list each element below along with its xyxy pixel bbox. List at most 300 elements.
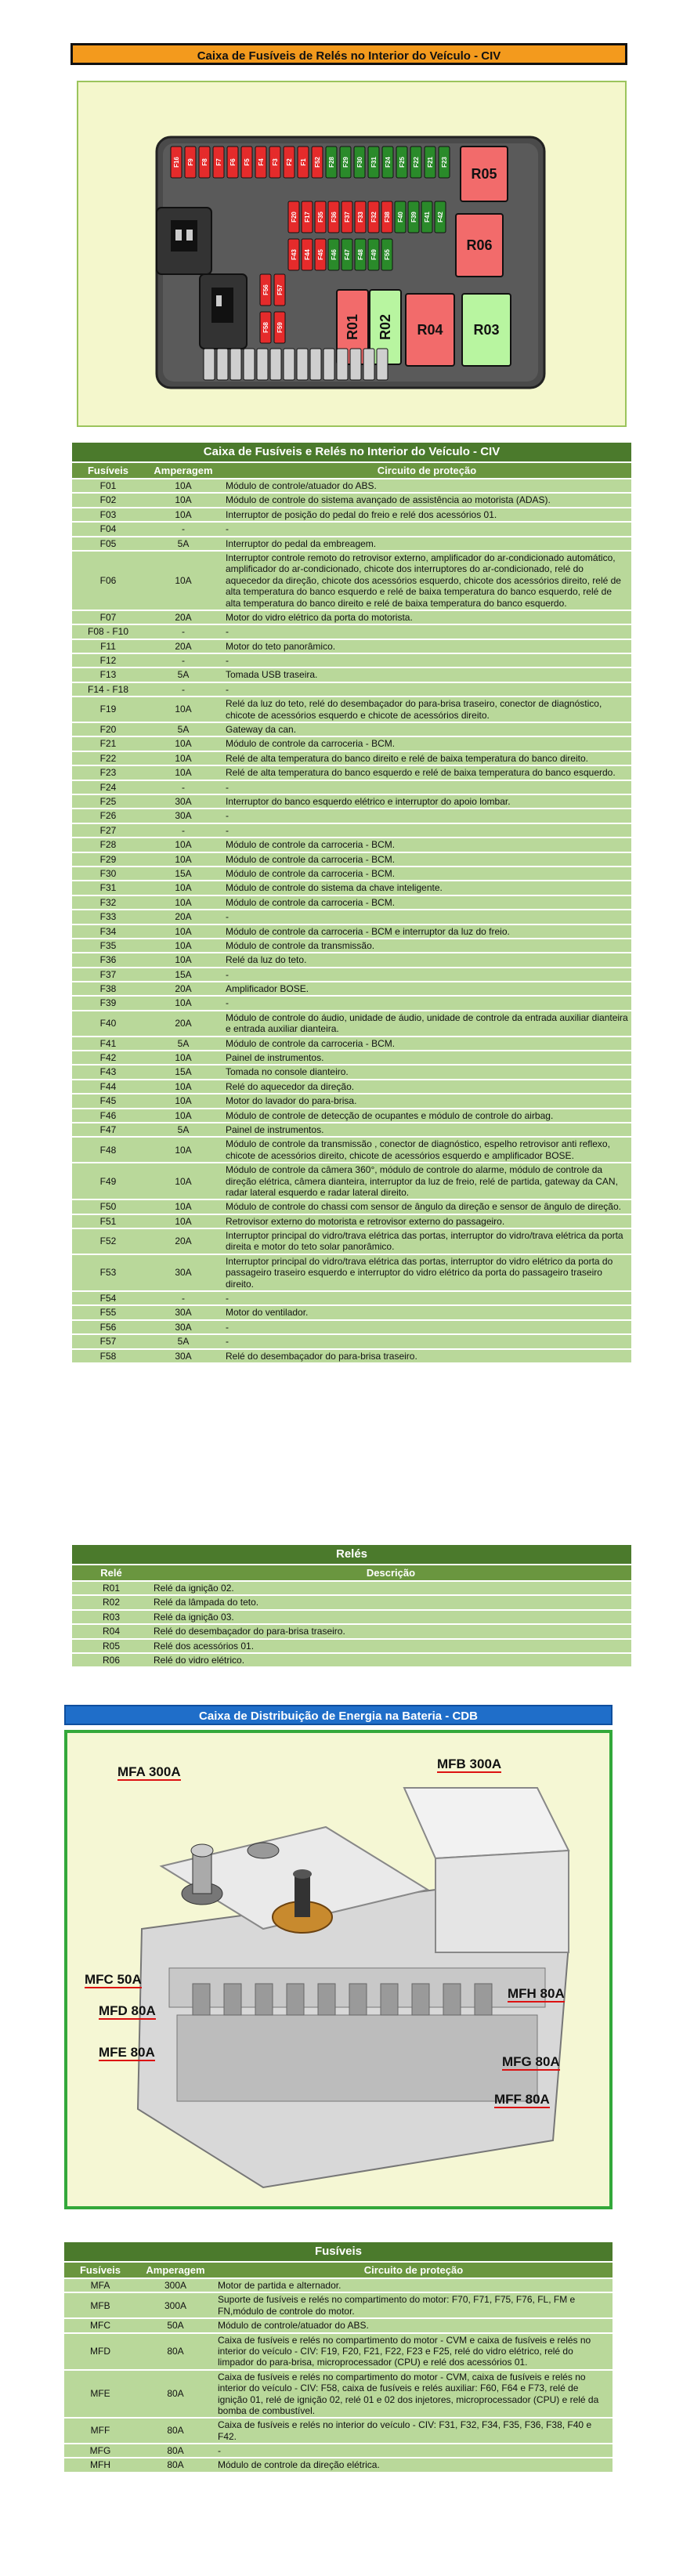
relay-table-title: Relés [72, 1545, 631, 1564]
table-cell: 20A [144, 640, 222, 653]
table-cell: Relé de alta temperatura do banco esquerdo e relé de baixa temperatura do banco esquerdo. [222, 766, 631, 779]
table-row [72, 523, 631, 535]
fuse [323, 349, 334, 380]
table-cell: Módulo de controle do sistema da chave inteligente. [222, 881, 631, 894]
table-cell: Módulo de controle do áudio, unidade de áudio, unidade de controle da entrada auxiliar dianteira e entrada auxiliar dianteira. [222, 1011, 631, 1036]
table-cell: F26 [72, 809, 144, 822]
table-cell: F53 [72, 1255, 144, 1290]
fuse-label: F6 [229, 158, 237, 166]
table-row [72, 997, 631, 1009]
table-cell: - [222, 625, 631, 638]
table-cell: - [222, 654, 631, 667]
fuse-label: F5 [244, 158, 251, 166]
cdb-fuse-table [64, 2242, 613, 2473]
table-cell: 5A [144, 723, 222, 736]
table-row [72, 1123, 631, 1136]
table-cell: MFC [64, 2319, 136, 2332]
table-cell: F49 [72, 1163, 144, 1199]
table-cell: Motor de partida e alternador. [215, 2279, 613, 2292]
fuse [284, 349, 295, 380]
table-cell: R03 [72, 1611, 150, 1623]
col-header-fuses: Fusíveis [72, 463, 144, 478]
table-row [64, 2319, 613, 2332]
relay-label: R06 [466, 237, 493, 253]
fuse-label: F37 [344, 212, 351, 223]
table-row [72, 683, 631, 696]
table-cell: 10A [144, 925, 222, 938]
fuse-label: F52 [314, 157, 321, 168]
table-cell: 15A [144, 1065, 222, 1078]
fuse [310, 349, 321, 380]
table-cell: F02 [72, 494, 144, 506]
table-row [72, 982, 631, 995]
table-cell: F58 [72, 1350, 144, 1362]
table-cell: 10A [144, 1080, 222, 1093]
table-cell: Módulo de controle da transmissão , conector de diagnóstico, espelho retrovisor anti reflexo, chicote de acessórios direito, chicote de acessórios esquerdo e amplificador BOSE. [222, 1138, 631, 1162]
table-row [72, 1011, 631, 1036]
fuse-label: F59 [276, 322, 284, 333]
table-row [72, 1215, 631, 1228]
fuse-label: F23 [441, 157, 448, 168]
table-cell: Módulo de controle do sistema avançado de assistência ao motorista (ADAS). [222, 494, 631, 506]
table-row [72, 537, 631, 550]
label-mfa: MFA 300A [117, 1764, 181, 1779]
table-cell: Interruptor do pedal da embreagem. [222, 537, 631, 550]
fuse-label: F7 [215, 158, 222, 166]
table-cell: F57 [72, 1335, 144, 1348]
table-cell: F08 - F10 [72, 625, 144, 638]
table-cell: MFH [64, 2458, 136, 2471]
table-cell: 10A [144, 494, 222, 506]
table-row [72, 853, 631, 866]
col-header-description: Descrição [150, 1565, 631, 1580]
col-header-circuit: Circuito de proteção [215, 2263, 613, 2278]
table-row [72, 640, 631, 653]
table-cell: Módulo de controle do chassi com sensor de ângulo da direção e sensor de ângulo de direção. [222, 1200, 631, 1213]
fuse-label: F49 [370, 249, 378, 260]
table-cell: 15A [144, 968, 222, 981]
table-cell: 30A [144, 1306, 222, 1319]
table-cell: F34 [72, 925, 144, 938]
table-cell: Módulo de controle da direção elétrica. [215, 2458, 613, 2471]
fuse-label: F1 [300, 158, 307, 166]
table-cell: - [222, 824, 631, 837]
fuse-label: F9 [187, 158, 194, 166]
table-row [72, 1200, 631, 1213]
table-cell: Gateway da can. [222, 723, 631, 736]
fuse-label: F32 [370, 212, 378, 223]
table-cell: R05 [72, 1640, 150, 1652]
table-row [72, 1321, 631, 1333]
table-cell: F29 [72, 853, 144, 866]
fuse-label: F21 [427, 157, 434, 168]
table-cell: - [222, 523, 631, 535]
table-cell: Módulo de controle da carroceria - BCM. [222, 838, 631, 851]
table-row [64, 2458, 613, 2471]
table-cell: 10A [144, 953, 222, 966]
fuse-label: F41 [424, 212, 431, 223]
fuse-label: F17 [304, 212, 311, 223]
table-cell: Relé do aquecedor da direção. [222, 1080, 631, 1093]
table-row [72, 766, 631, 779]
fuse [270, 349, 281, 380]
table-cell: Retrovisor externo do motorista e retrovisor externo do passageiro. [222, 1215, 631, 1228]
fuse [363, 349, 374, 380]
table-row [64, 2279, 613, 2292]
relay-label: R02 [378, 313, 393, 341]
table-cell: - [144, 781, 222, 794]
fuse-label: F24 [385, 157, 392, 168]
table-row [72, 723, 631, 736]
table-cell: Tomada USB traseira. [222, 668, 631, 681]
table-cell: F07 [72, 611, 144, 624]
table-row [64, 2371, 613, 2418]
fuse-label: F48 [357, 249, 364, 260]
table-cell: - [215, 2444, 613, 2457]
fuse-box-diagram [78, 82, 625, 425]
table-row [72, 867, 631, 880]
fuse-label: F3 [272, 158, 279, 166]
table-cell: MFD [64, 2334, 136, 2369]
table-cell: F52 [72, 1229, 144, 1254]
table-row [72, 953, 631, 966]
table-cell: F35 [72, 939, 144, 952]
table-row [72, 1080, 631, 1093]
table-cell: MFG [64, 2444, 136, 2457]
col-header-circuit: Circuito de proteção [222, 463, 631, 478]
table-row [72, 881, 631, 894]
table-cell: 15A [144, 867, 222, 880]
table-cell: 10A [144, 939, 222, 952]
table-cell: 30A [144, 1321, 222, 1333]
label-mfe: MFE 80A [99, 2045, 155, 2060]
table-cell: 5A [144, 1037, 222, 1050]
table-cell: 10A [144, 997, 222, 1009]
table-cell: 10A [144, 1094, 222, 1107]
table-cell: - [144, 654, 222, 667]
table-row [72, 1051, 631, 1064]
table-cell: 10A [144, 766, 222, 779]
table-cell: Caixa de fusíveis e relés no compartimento do motor - CVM e caixa de fusíveis e relés no interior do veículo - CIV: F19, F20, F21, F22, F23 e F25, relé do vidro elétrico, relé do limpador do para-brisa, microprocessador (CPU) e relé dos acessórios 01. [215, 2334, 613, 2369]
table-cell: 20A [144, 910, 222, 923]
table-cell: Módulo de controle da carroceria - BCM. [222, 1037, 631, 1050]
table-row [64, 2419, 613, 2443]
fuse-label: F16 [173, 157, 180, 168]
table-cell: Motor do teto panorâmico. [222, 640, 631, 653]
table-cell: F04 [72, 523, 144, 535]
table-cell: 10A [144, 881, 222, 894]
fuse-label: F25 [399, 157, 406, 168]
fuse [204, 349, 215, 380]
table-cell: Relé da luz do teto. [222, 953, 631, 966]
table-row [72, 752, 631, 765]
table-cell: F31 [72, 881, 144, 894]
table-row [72, 824, 631, 837]
fuse-label: F28 [328, 157, 335, 168]
table-cell: 10A [144, 838, 222, 851]
table-cell: 10A [144, 1200, 222, 1213]
table-row [72, 896, 631, 909]
table-cell: 10A [144, 896, 222, 909]
table-cell: F20 [72, 723, 144, 736]
table-row [64, 2293, 613, 2317]
table-cell: Tomada no console dianteiro. [222, 1065, 631, 1078]
fuse-label: F29 [342, 157, 349, 168]
table-cell: Relé do vidro elétrico. [150, 1654, 631, 1666]
relay-label: R05 [471, 166, 497, 182]
table-cell: MFF [64, 2419, 136, 2443]
fuse [244, 349, 255, 380]
table-cell: 20A [144, 982, 222, 995]
table-cell: Módulo de controle da carroceria - BCM. [222, 853, 631, 866]
table-cell: - [222, 910, 631, 923]
table-cell: Interruptor controle remoto do retrovisor externo, amplificador do ar-condicionado automático, amplificador do ar-condicionado, chicote dos interruptores do ar-condicionado, relé do aquecedor da direção, chicote dos acessórios esquerdo, chicote dos acessórios direito, relé de alta temperatura do banco esquerdo e relé de baixa temperatura do banco esquerdo, relé de alta temperatura do banco direito e relé de baixa temperatura do banco esquerdo. [222, 552, 631, 610]
table-row [64, 2444, 613, 2457]
fuse-label: F38 [384, 212, 391, 223]
table-cell: 30A [144, 795, 222, 808]
fuse-label: F45 [317, 249, 324, 260]
table-cell: 80A [136, 2419, 215, 2443]
table-cell: F55 [72, 1306, 144, 1319]
table-cell: 10A [144, 1109, 222, 1122]
table-cell: F56 [72, 1321, 144, 1333]
table-cell: 10A [144, 552, 222, 610]
table-row [72, 1306, 631, 1319]
fuse-label: F39 [410, 212, 417, 223]
table-cell: R01 [72, 1582, 150, 1594]
table-cell: 10A [144, 1138, 222, 1162]
table-cell: - [222, 1292, 631, 1304]
table-row [72, 697, 631, 722]
table-cell: Amplificador BOSE. [222, 982, 631, 995]
table-cell: F42 [72, 1051, 144, 1064]
relay-label: R03 [473, 322, 500, 338]
table-cell: Relé da ignição 02. [150, 1582, 631, 1594]
table-row [72, 809, 631, 822]
table-cell: F44 [72, 1080, 144, 1093]
fuse-label: F58 [262, 322, 269, 333]
fuse-label: F42 [437, 212, 444, 223]
table-cell: 5A [144, 668, 222, 681]
table-cell: F45 [72, 1094, 144, 1107]
fuse [337, 349, 348, 380]
fuse-label: F47 [344, 249, 351, 260]
table-row [72, 925, 631, 938]
table-row [72, 1229, 631, 1254]
table-cell: Motor do ventilador. [222, 1306, 631, 1319]
fuse-label: F20 [291, 212, 298, 223]
table-row [72, 781, 631, 794]
table-row [64, 2334, 613, 2369]
fuse [297, 349, 308, 380]
relay-label: R01 [345, 313, 360, 341]
fuse-label: F30 [356, 157, 363, 168]
table-cell: MFB [64, 2293, 136, 2317]
fuse [230, 349, 241, 380]
fuse-label: F4 [258, 158, 265, 166]
table-cell: 5A [144, 1335, 222, 1348]
table-cell: Módulo de controle da câmera 360°, módulo de controle do alarme, módulo de controle da direção elétrica, câmera dianteira, interruptor da luz de freio, relé de partida, gateway da CAN, radar lateral esquerdo e radar lateral direito. [222, 1163, 631, 1199]
table-cell: Caixa de fusíveis e relés no interior do veículo - CIV: F31, F32, F34, F35, F36, F38, F40 e F42. [215, 2419, 613, 2443]
table-cell: F11 [72, 640, 144, 653]
table-cell: Módulo de controle da carroceria - BCM. [222, 896, 631, 909]
table-cell: Relé do desembaçador do para-brisa traseiro. [222, 1350, 631, 1362]
table-row [72, 1596, 631, 1608]
table-cell: F12 [72, 654, 144, 667]
table-row [72, 1037, 631, 1050]
fuse-label: F46 [331, 249, 338, 260]
table-row [72, 968, 631, 981]
label-mff: MFF 80A [494, 2092, 550, 2107]
civ-title: Caixa de Fusíveis de Relés no Interior do Veículo - CIV [70, 43, 627, 65]
fuse-label: F35 [317, 212, 324, 223]
table-row [72, 1640, 631, 1652]
table-cell: 10A [144, 737, 222, 750]
table-cell: Relé do desembaçador do para-brisa traseiro. [150, 1625, 631, 1637]
table-cell: 30A [144, 1350, 222, 1362]
relay-table [72, 1545, 631, 1668]
table-cell: MFE [64, 2371, 136, 2418]
table-cell: - [144, 683, 222, 696]
table-row [72, 1109, 631, 1122]
table-cell: F36 [72, 953, 144, 966]
table-row [72, 1255, 631, 1290]
table-cell: 300A [136, 2293, 215, 2317]
label-mfd: MFD 80A [99, 2003, 156, 2018]
table-cell: F41 [72, 1037, 144, 1050]
table-cell: - [222, 809, 631, 822]
table-row [72, 910, 631, 923]
table-cell: Suporte de fusíveis e relés no compartimento do motor: F70, F71, F75, F76, FL, FM e FN,módulo de controle do motor. [215, 2293, 613, 2317]
table-cell: Interruptor principal do vidro/trava elétrica das portas, interruptor do vidro elétrico da porta do passageiro traseiro esquerdo e interruptor do vidro elétrico da porta do passageiro traseiro direito. [222, 1255, 631, 1290]
table-row [72, 625, 631, 638]
table-row [72, 508, 631, 521]
table-cell: Relé de alta temperatura do banco direito e relé de baixa temperatura do banco direito. [222, 752, 631, 765]
table-cell: F28 [72, 838, 144, 851]
table-cell: - [222, 1321, 631, 1333]
table-cell: F40 [72, 1011, 144, 1036]
table-cell: Relé da ignição 03. [150, 1611, 631, 1623]
fuse-label: F40 [397, 212, 404, 223]
table-cell: Interruptor principal do vidro/trava elétrica das portas, interruptor do vidro/trava elétrica da porta direita e motor do teto solar panorâmico. [222, 1229, 631, 1254]
table-cell: Relé dos acessórios 01. [150, 1640, 631, 1652]
table-cell: MFA [64, 2279, 136, 2292]
fuse-label: F2 [286, 158, 293, 166]
table-row [72, 795, 631, 808]
table-cell: F46 [72, 1109, 144, 1122]
fuse-label: F8 [201, 158, 208, 166]
table-cell: 10A [144, 1163, 222, 1199]
table-row [72, 611, 631, 624]
table-cell: - [222, 683, 631, 696]
table-cell: F37 [72, 968, 144, 981]
table-cell: F30 [72, 867, 144, 880]
col-header-amperage: Amperagem [144, 463, 222, 478]
table-row [72, 552, 631, 610]
table-cell: F33 [72, 910, 144, 923]
table-cell: Painel de instrumentos. [222, 1051, 631, 1064]
table-cell: Motor do vidro elétrico da porta do motorista. [222, 611, 631, 624]
table-cell: - [222, 968, 631, 981]
table-row [72, 494, 631, 506]
fuse-label: F55 [384, 249, 391, 260]
table-cell: Painel de instrumentos. [222, 1123, 631, 1136]
table-cell: F14 - F18 [72, 683, 144, 696]
table-cell: F22 [72, 752, 144, 765]
table-row [72, 1350, 631, 1362]
label-mfh: MFH 80A [508, 1986, 565, 2001]
table-row [72, 1611, 631, 1623]
table-row [72, 1138, 631, 1162]
table-cell: 10A [144, 479, 222, 492]
cdb-diagram-panel [64, 1730, 613, 2209]
table-cell: Módulo de controle/atuador do ABS. [215, 2319, 613, 2332]
table-cell: 80A [136, 2458, 215, 2471]
table-cell: 80A [136, 2371, 215, 2418]
label-mfb: MFB 300A [437, 1757, 502, 1771]
table-cell: F39 [72, 997, 144, 1009]
table-cell: F01 [72, 479, 144, 492]
col-header-relay: Relé [72, 1565, 150, 1580]
table-cell: 30A [144, 809, 222, 822]
table-cell: F32 [72, 896, 144, 909]
table-cell: F50 [72, 1200, 144, 1213]
fuse [217, 349, 228, 380]
fuse-label: F43 [291, 249, 298, 260]
table-row [72, 479, 631, 492]
table-cell: F48 [72, 1138, 144, 1162]
fuse-label: F36 [331, 212, 338, 223]
table-cell: F47 [72, 1123, 144, 1136]
table-row [72, 1654, 631, 1666]
table-cell: 10A [144, 697, 222, 722]
table-cell: F38 [72, 982, 144, 995]
table-cell: 10A [144, 752, 222, 765]
label-mfg: MFG 80A [502, 2054, 560, 2069]
fuse-label: F57 [276, 284, 284, 295]
fuse-label: F44 [304, 249, 311, 260]
battery-distribution-box-illustration [67, 1733, 609, 2206]
table-row [72, 1335, 631, 1348]
civ-fuse-table-title: Caixa de Fusíveis e Relés no Interior do Veículo - CIV [72, 443, 631, 461]
table-cell: F54 [72, 1292, 144, 1304]
table-cell: - [222, 1335, 631, 1348]
table-cell: 10A [144, 508, 222, 521]
table-cell: Módulo de controle da transmissão. [222, 939, 631, 952]
table-cell: Módulo de controle de detecção de ocupantes e módulo de controle do airbag. [222, 1109, 631, 1122]
table-cell: Caixa de fusíveis e relés no compartimento do motor - CVM, caixa de fusíveis e relés no interior do veículo - CIV: F58, caixa de fusíveis e relés auxiliar: F60, F64 e F73, relé de ignição 01, relé de ignição 02, relé 01 e 02 dos injetores, microprocessador (CPU) e relé da bomba de combustível. [215, 2371, 613, 2418]
fuse [257, 349, 268, 380]
table-row [72, 1625, 631, 1637]
table-row [72, 1292, 631, 1304]
table-cell: 80A [136, 2334, 215, 2369]
table-cell: F51 [72, 1215, 144, 1228]
table-row [72, 1163, 631, 1199]
table-cell: 30A [144, 1255, 222, 1290]
table-cell: F43 [72, 1065, 144, 1078]
table-cell: F03 [72, 508, 144, 521]
table-cell: F27 [72, 824, 144, 837]
table-row [72, 1582, 631, 1594]
table-cell: - [144, 824, 222, 837]
table-cell: 20A [144, 1229, 222, 1254]
table-cell: R06 [72, 1654, 150, 1666]
table-cell: Módulo de controle da carroceria - BCM. [222, 737, 631, 750]
table-cell: F19 [72, 697, 144, 722]
table-row [72, 668, 631, 681]
cdb-fuse-table-title: Fusíveis [64, 2242, 613, 2261]
fuse [377, 349, 388, 380]
